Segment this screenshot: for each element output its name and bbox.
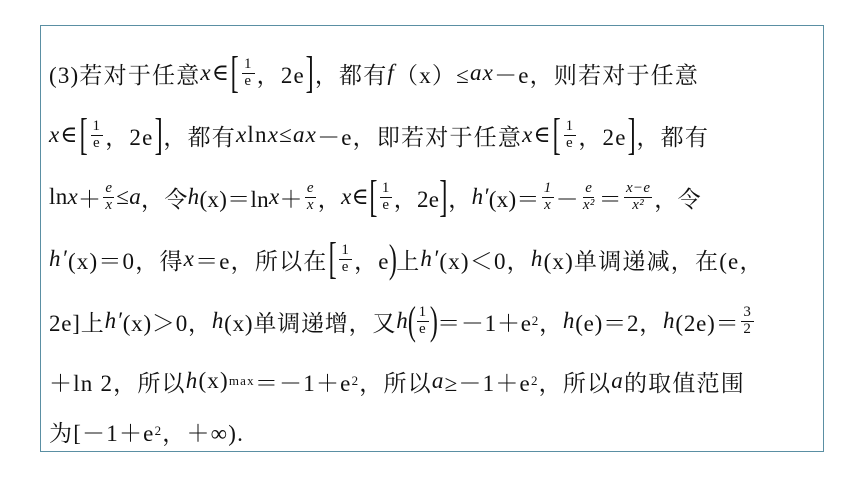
fraction: $\frac{1}{e}$ xyxy=(243,55,253,89)
math-op: ≤ xyxy=(279,122,293,147)
text-seg: (x)＝0，得 xyxy=(67,248,184,274)
text-seg: 为[－1＋e xyxy=(49,420,155,446)
text-seg: ln xyxy=(49,184,68,209)
fraction: $\frac{1}{x}$ xyxy=(543,179,552,213)
text-seg: ， xyxy=(317,186,342,212)
text-seg: ln xyxy=(247,122,268,147)
math-var: x xyxy=(236,122,248,147)
math-var: h xyxy=(530,246,544,271)
left-bracket: [ xyxy=(369,172,378,221)
math-op: ＋ xyxy=(279,186,303,212)
math-var: h xyxy=(663,308,676,333)
math-var: x xyxy=(200,60,212,85)
fraction: $\frac{1}{e}$ xyxy=(341,241,351,275)
math-var: ax xyxy=(469,60,495,85)
math-op: ≤ xyxy=(116,184,130,209)
text-seg: (x)单调递减，在(e， xyxy=(543,248,764,274)
text-seg: ， xyxy=(448,186,472,212)
math-var: h xyxy=(211,308,225,333)
text-seg: (x)＝ln xyxy=(199,186,269,212)
right-bracket: ] xyxy=(305,48,315,97)
fraction: $\frac{1}{e}$ xyxy=(381,179,390,213)
right-paren: ) xyxy=(388,236,398,281)
right-bracket: ] xyxy=(439,172,448,221)
left-bracket: [ xyxy=(552,110,562,159)
text-seg: ＝e，所以在 xyxy=(195,248,328,274)
text-seg: ，都有 xyxy=(636,124,710,150)
text-seg: ，令 xyxy=(141,186,188,212)
fraction: $\frac{1}{e}$ xyxy=(92,117,102,151)
text-seg: (e)＝2， xyxy=(575,310,664,336)
math-var: a xyxy=(129,184,142,209)
math-var: h′ xyxy=(471,184,489,209)
text-seg: ，2e xyxy=(256,62,305,88)
math-var: h xyxy=(396,308,409,333)
right-paren: ) xyxy=(429,298,439,343)
text-seg: ， xyxy=(539,310,563,336)
math-var: h′ xyxy=(104,308,123,333)
math-var: a xyxy=(431,368,445,393)
text-seg: (2e)＝ xyxy=(675,310,740,336)
math-op: ∈ xyxy=(351,184,369,209)
text-seg: （x）≤ xyxy=(395,62,470,88)
text-seg: ，2e xyxy=(578,124,627,150)
text-seg: ，2e xyxy=(393,186,440,212)
text-seg: －e，则若对于任意 xyxy=(494,62,700,88)
text-seg: ＋ln 2，所以 xyxy=(49,370,186,396)
left-bracket: [ xyxy=(328,234,337,283)
text-seg: (x)＜0， xyxy=(439,248,531,274)
text-seg: ＝－1＋e xyxy=(254,370,352,396)
text-line-7: 为[－1＋e 2 ，＋∞). xyxy=(49,408,817,454)
text-seg: (x)＝ xyxy=(488,186,540,212)
text-line-5: 2e]上 h′ (x)＞0， h (x)单调递增，又 h ( $\frac{1}{e}$ ) ＝－1＋e 2 ， h (e)＝2， h (2e)＝ $\frac{3}{2}$ xyxy=(49,298,752,343)
math-var: h xyxy=(185,368,199,393)
text-seg: ，＋∞). xyxy=(162,420,245,446)
fraction: $\frac{e}{x}$ xyxy=(105,179,113,213)
text-line-2 xyxy=(49,112,817,158)
math-var: x xyxy=(183,246,196,271)
math-var: h′ xyxy=(49,246,68,271)
math-var: x xyxy=(341,184,352,209)
text-seg: (x) xyxy=(198,368,229,393)
fraction: $\frac{1}{e}$ xyxy=(418,303,427,337)
math-var: x xyxy=(49,122,61,147)
left-bracket: [ xyxy=(79,110,88,159)
text-seg: 的取值范围 xyxy=(623,370,745,396)
math-op: － xyxy=(555,186,579,212)
right-bracket: ] xyxy=(627,110,636,159)
text-seg: (3)若对于任意 xyxy=(49,62,201,88)
text-seg: ，e xyxy=(354,248,390,274)
text-seg: ＝－1＋e xyxy=(437,310,532,336)
math-var: h xyxy=(562,308,576,333)
text-seg: －e，即若对于任意 xyxy=(317,124,523,150)
math-var: a xyxy=(611,368,624,393)
text-seg: ，所以 xyxy=(359,370,432,396)
text-seg: (x)＞0， xyxy=(122,310,212,336)
text-seg: ，都有 xyxy=(314,62,388,88)
math-var: ax xyxy=(292,122,318,147)
math-op: ＝ xyxy=(598,186,622,212)
math-var: h xyxy=(187,184,200,209)
fraction: $\frac{3}{2}$ xyxy=(743,303,752,337)
left-bracket: [ xyxy=(230,48,240,97)
text-seg: (x)单调递增，又 xyxy=(224,310,397,336)
math-var: f xyxy=(387,60,396,85)
text-line-4 xyxy=(49,236,817,282)
text-line-3 xyxy=(49,174,817,220)
fraction: $\frac{x-e}{\text{x²}}$ xyxy=(625,179,651,213)
math-var: x xyxy=(268,184,280,209)
solution-panel xyxy=(40,25,824,452)
text-seg: ，令 xyxy=(654,186,701,212)
text-line-1 xyxy=(49,50,817,96)
text-seg: ，都有 xyxy=(163,124,236,150)
math-var: x xyxy=(522,122,534,147)
text-seg: ，2e xyxy=(105,124,154,150)
math-op: ∈ xyxy=(60,122,79,147)
math-op: ∈ xyxy=(533,122,552,147)
text-seg: ≥－1＋e xyxy=(444,370,531,396)
text-line-6: ＋ln 2，所以 h (x) max ＝－1＋e 2 ，所以 a ≥－1＋e 2 ，所以 a 的取值范围 xyxy=(49,358,817,404)
math-var: x xyxy=(67,184,79,209)
math-var: x xyxy=(267,122,280,147)
math-op: ＋ xyxy=(78,186,102,212)
math-op: ∈ xyxy=(211,60,231,85)
math-var: h′ xyxy=(420,246,440,271)
fraction: $\frac{e}{\text{x²}}$ xyxy=(582,179,595,213)
text-seg: 上 xyxy=(396,248,421,274)
fraction: $\frac{e}{x}$ xyxy=(306,179,314,213)
text-seg: ，所以 xyxy=(538,370,612,396)
left-paren: ( xyxy=(407,298,416,343)
text-seg: 2e]上 xyxy=(49,310,105,336)
fraction: $\frac{1}{e}$ xyxy=(565,117,575,151)
right-bracket: ] xyxy=(154,110,163,159)
